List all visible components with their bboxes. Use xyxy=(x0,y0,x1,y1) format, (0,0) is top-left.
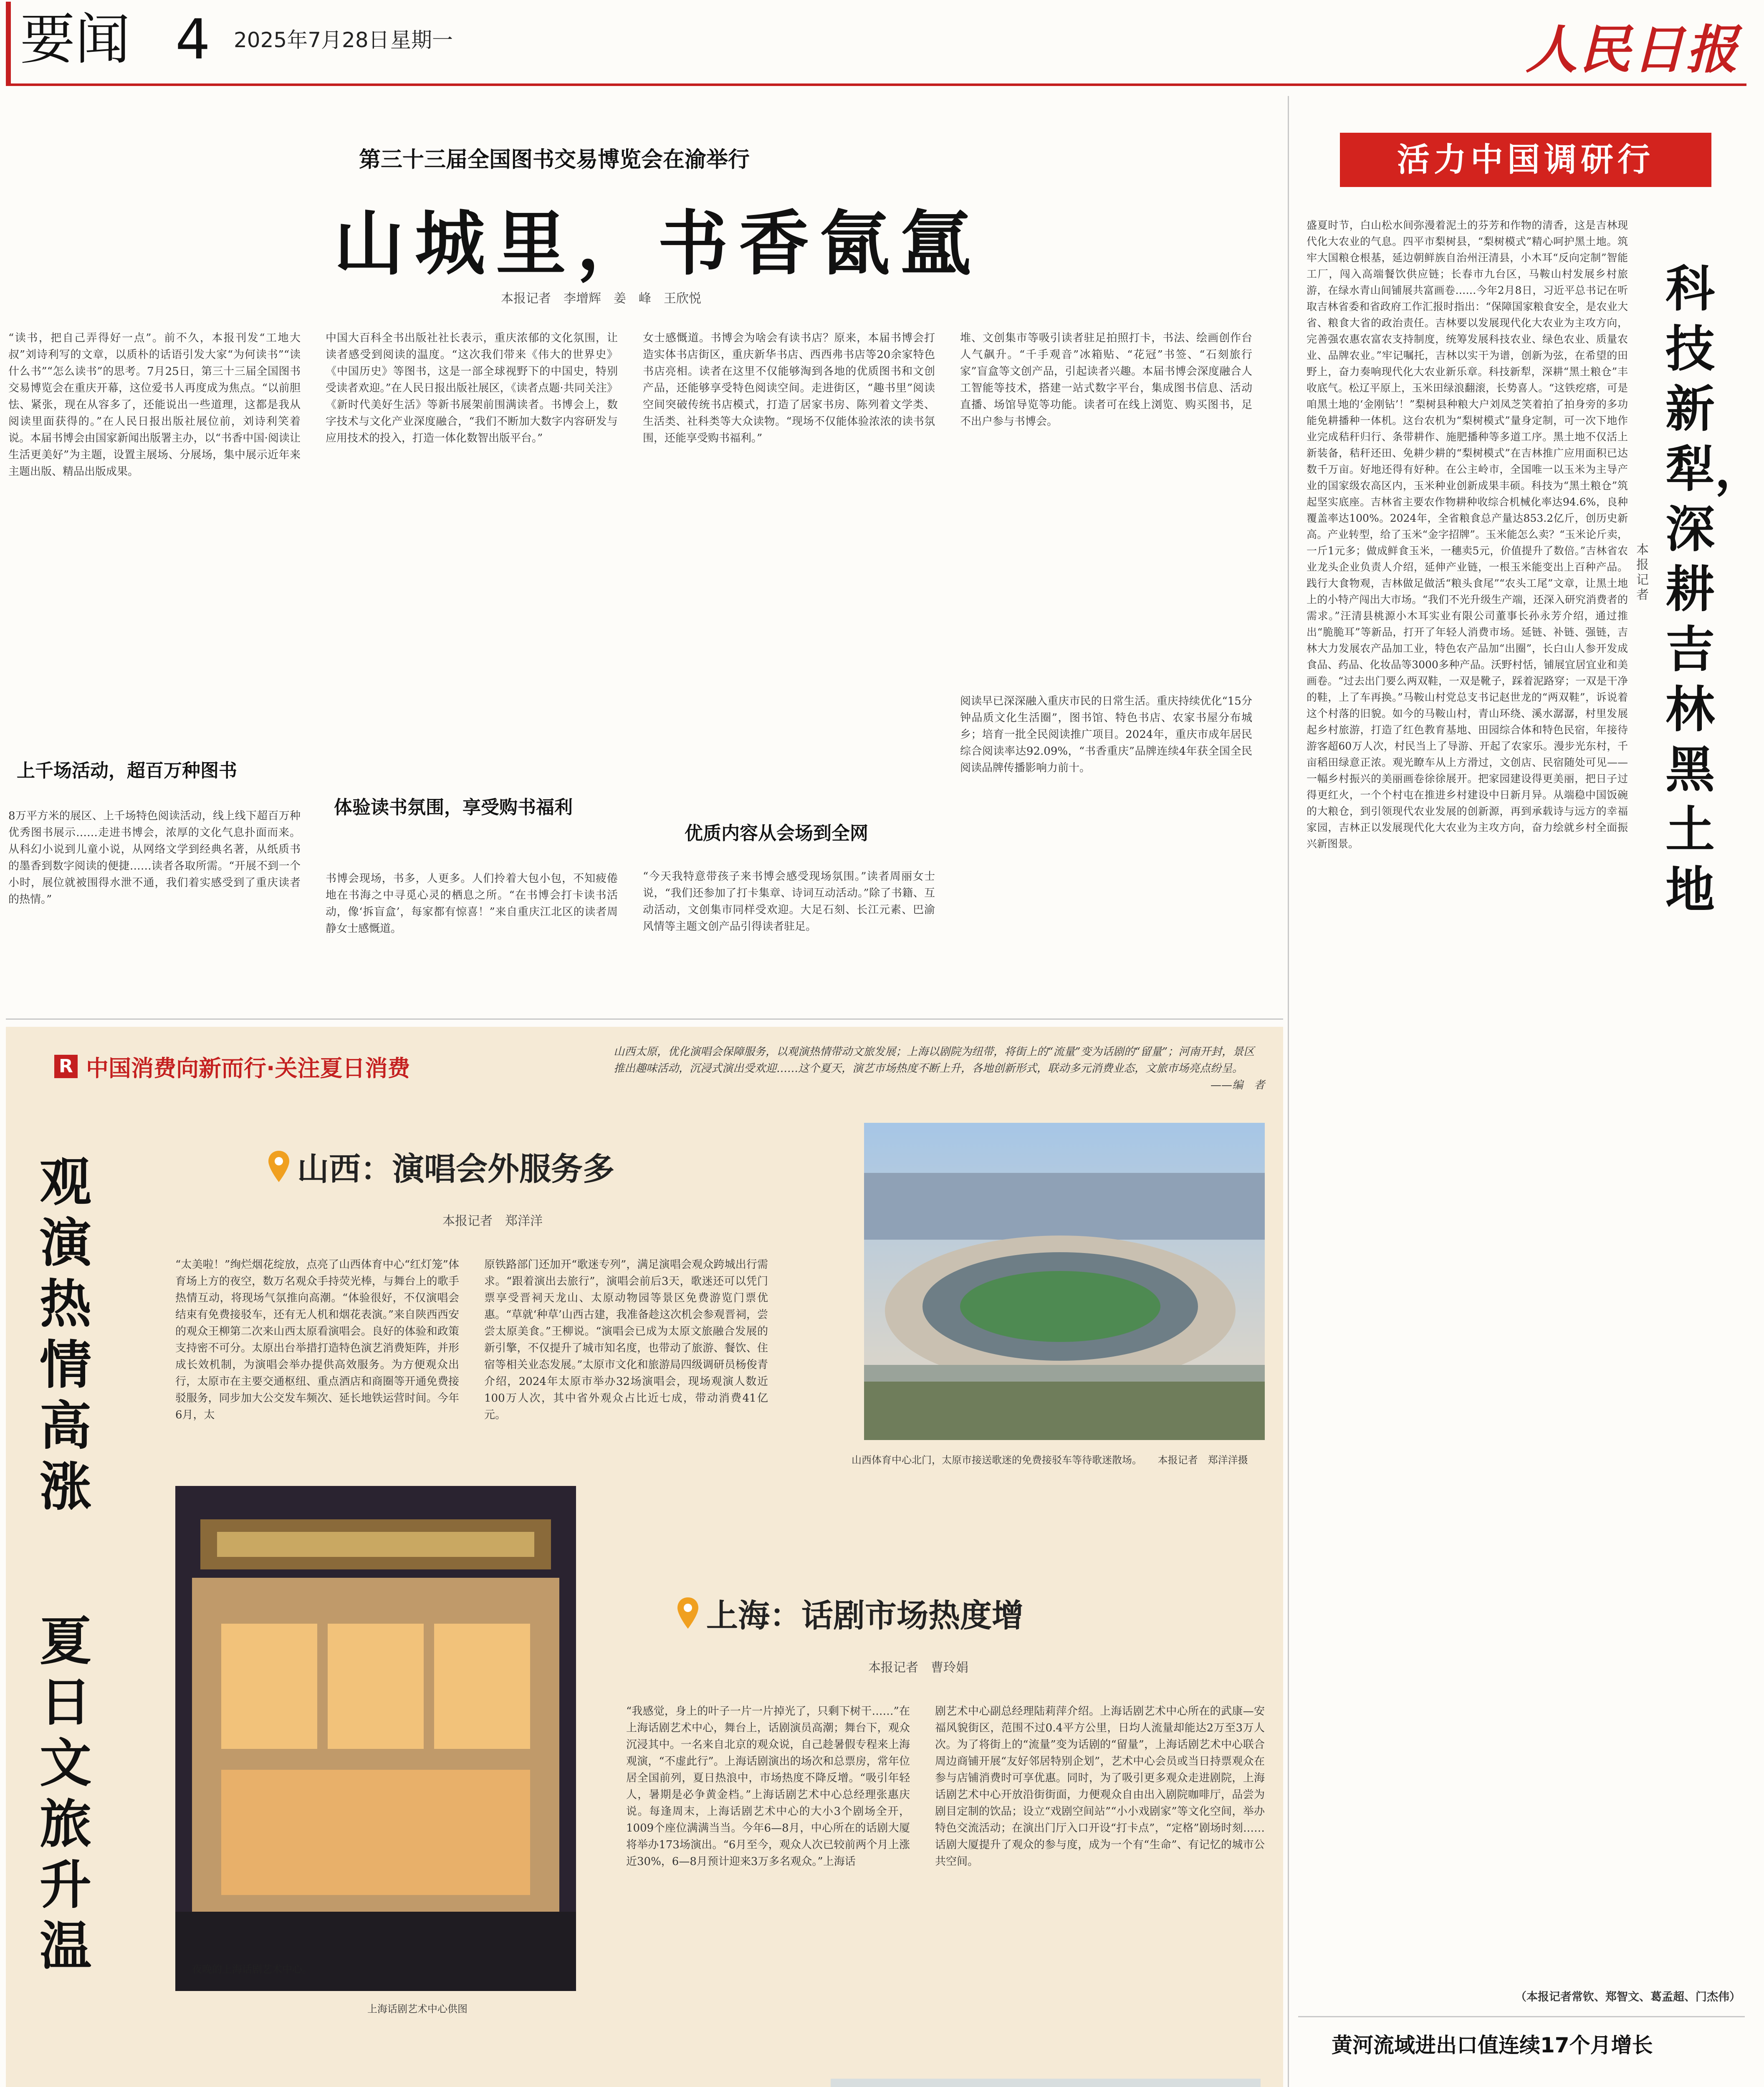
shanxi-byline: 本报记者 郑洋洋 xyxy=(442,1214,543,1228)
shanghai-headline xyxy=(676,1590,1024,1636)
shanxi-stadium-photo xyxy=(864,1123,1265,1440)
body-column: “今天我特意带孩子来书博会感受现场氛围。”读者周丽女士说，“我们还参加了打卡集章、诗词互动活动。”除了书籍、互动活动，文创集市同样受欢迎。大足石刻、长江元素、巴渝风情等主题文创产品引得读者驻足。 xyxy=(643,870,935,933)
section-subhead: 体验读书氛围，享受购书福利 xyxy=(334,797,573,818)
sidebar-headline: 科技新犁，深耕吉林黑土地 xyxy=(1665,260,1764,919)
shanxi-title: 山西：演唱会外服务多 xyxy=(297,1150,614,1188)
section-name: 要闻 xyxy=(20,8,130,72)
body-column: 8万平方米的展区、上千场特色阅读活动，线上线下超百万种优秀图书展示……走进书博会，浓厚的文化气息扑面而来。从科幻小说到儿童小说，从网络文学到经典名著，从纸质书的墨香到数字阅读的便捷……读者各取所需。“开展不到一个小时，展位就被围得水泄不通，我们着实感受到了重庆读者的热情。” xyxy=(8,810,301,906)
masthead-left-bar xyxy=(6,2,11,83)
shanghai-column: 剧艺术中心副总经理陆莉萍介绍。上海话剧艺术中心所在的武康—安福风貌街区，范围不过0.4平方公里，日均人流量却能达2万至3万人次。为了将街上的“流量”变为话剧的“留量”，上海话剧艺术中心联合周边商铺开展“友好邻居特别企划”，艺术中心会员或当日持票观众在参与店铺消费时可享优惠。同时，为了吸引更多观众走进剧院，上海话剧艺术中心开放沿街街面，力便观众自由出入剧院咖啡厅，品尝为剧目定制的饮品；设立“戏剧空间站”“小小戏剧家”等文化空间，举办特色交流活动；在演出门厅入口开设“打卡点”，“定格”剧场时刻……话剧大厦提升了观众的参与度，成为一个有“生命”、有记忆的城市公共空间。 xyxy=(935,1705,1265,1868)
shanxi-photo-caption xyxy=(852,1453,1265,1468)
section-subhead: 优质内容从会场到全网 xyxy=(685,823,868,844)
page-number: 4 xyxy=(175,8,210,72)
newspaper-logo: 人民日报 xyxy=(1525,20,1739,80)
body-column: 女士感慨道。书博会为啥会有读书店？原来，本届书博会打造实体书店街区，重庆新华书店、西西弗书店等20余家特色书店亮相。读者在这里不仅能够淘到各地的优质图书和文创产品，还能够享受特色阅读空间。走进街区，“趣书里”阅读空间突破传统书店模式，打造了居家书房、陈列着文学类、生活类、社科类等大众读物。“现场不仅能体验浓浓的读书氛围，还能享受购书福利。” xyxy=(643,332,935,445)
caption-text: 山西体育中心北门，太原市接送歌迷的免费接驳车等待歌迷散场。 xyxy=(852,1454,1142,1466)
banner-title: 中国消费向新而行·关注夏日消费 xyxy=(86,1055,410,1081)
shanghai-photo-credit: 上海话剧艺术中心供图 xyxy=(367,2003,468,2015)
henan-show-photo xyxy=(831,2079,1261,2087)
shanghai-title: 上海：话剧市场热度增 xyxy=(706,1597,1024,1634)
vertical-title-1: 观演热情高涨 xyxy=(40,1152,92,1517)
sidebar-body: 盛夏时节，白山松水间弥漫着泥土的芬芳和作物的清香，这是吉林现代化大农业的气息。四平市梨树县，“梨树模式”精心呵护黑土地。筑牢大国粮仓根基，延边朝鲜族自治州汪清县，小木耳“反向定制”智能工厂，闯入高端餐饮供应链；长春市九台区，马鞍山村发展乡村旅游，在绿水青山间铺展共富画卷……今年2月8日，习近平总书记在听取吉林省委和省政府工作汇报时指出：“保障国家粮食安全，是农业大省、粮食大省的政治责任。吉林要以发展现代化大农业为主攻方向，完善强农惠农富农支持制度，统筹发展科技农业、绿色农业、质量农业、品牌农业。”牢记嘱托，吉林以实干为谱，创新为弦，在希望的田野上，奋力奏响现代化大农业新乐章。科技新犁，深耕“黑土粮仓”丰收底气。松辽平原上，玉米田绿浪翻滚，长势喜人。“这铁疙瘩，可是咱黑土地的‘金刚钻’！”梨树县种粮大户刘凤芝笑着拍了拍身旁的多功能免耕播种一体机。这台农机为“梨树模式”量身定制，可一次下地作业完成秸秆归行、条带耕作、施肥播种等多道工序。黑土地不仅活上新装备，秸秆还田、免耕少耕的“梨树模式”在吉林推广应用面积已达数千万亩。好地还得有好种。在公主岭市，全国唯一以玉米为主导产业的国家级农高区内，玉米种业创新成果丰硕。科技为“黑土粮仓”筑起坚实底座。吉林省主要农作物耕种收综合机械化率达94.6%，良种覆盖率达100%。2024年，全省粮食总产量达853.2亿斤，创历史新高。产业转型，给了玉米“金字招牌”。玉米能怎么卖？“玉米论斤卖，一斤1元多；做成鲜食玉米，一穗卖5元，价值提升了数倍。”吉林省农业龙头企业负责人介绍，延伸产业链，一根玉米能变出上百种产品。践行大食物观，吉林做足做活“粮头食尾”“农头工尾”文章，让黑土地上的小特产闯出大市场。“我们不光升级生产端，还深入研究消费者的需求。”汪清县桃源小木耳实业有限公司董事长孙永芳介绍，通过推出“脆脆耳”等新品，打开了年轻人消费市场。延链、补链、强链，吉林大力发展农产品加工业，特色农产品加“出圈”，长白山人参开发成食品、药品、化妆品等3000多种产品。沃野村恬，铺展宜居宜业和美画卷。“过去出门要么两双鞋，一双是靴子，踩着泥路穿；一双是干净的鞋，上了车再换。”马鞍山村党总支书记赵世龙的“两双鞋”，诉说着这个村落的旧貌。如今的马鞍山村，青山环绕、溪水潺潺，村里发展起乡村旅游，打造了红色教育基地、田园综合体和特色民宿，年接待游客超60万人次，村民当上了导游、开起了农家乐。漫步光东村，千亩稻田绿意正浓。观光瞭车从上方滑过，文创店、民宿随处可见——一幅乡村振兴的美丽画卷徐徐展开。把家园建设得更美丽，把日子过得更红火，一个个村屯在推进乡村建设中日新月异。从端稳中国饭碗的大粮仓，到引领现代农业发展的创新源，再到承载诗与远方的幸福家园，吉林正以发展现代化大农业为主攻方向，奋力绘就乡村全面振兴新图景。 xyxy=(1307,219,1628,850)
body-column: 堆、文创集市等吸引读者驻足拍照打卡，书法、绘画创作台人气飙升。“千手观音”冰箱贴、“花冠”书签、“石刻旅行家”盲盒等文创产品，引起读者兴趣。本届书博会深度融合人工智能等技术，搭建一站式数字平台，集成图书信息、活动直播、场馆导览等功能。读者可在线上浏览、购买图书，足不出户参与书博会。 xyxy=(960,332,1252,428)
shanghai-photo-caption: 夜晚的上海话剧艺术中心。 xyxy=(192,1963,312,1975)
location-pin-icon xyxy=(267,1150,291,1183)
issue-weekday: 星期一 xyxy=(390,28,453,52)
article-headline: 山城里，书香氤氲 xyxy=(334,203,982,285)
shanxi-column: 原铁路部门还加开“歌迷专列”，满足演唱会观众跨城出行需求。“跟着演出去旅行”，演唱会前后3天，歌迷还可以凭门票享受晋祠天龙山、太原动物园等景区免费游览门票优惠。“草就‘种草’山西古建，我准备趁这次机会参观晋祠，尝尝太原美食。”王柳说。“演唱会已成为太原文旅融合发展的新引擎，不仅提升了城市知名度，也带动了旅游、餐饮、住宿等相关业态发展。”太原市文化和旅游局四级调研员杨俊青介绍，2024年太原市举办32场演唱会，现场观演人数近100万人次，其中省外观众占比近七成，带动消费41亿元。 xyxy=(484,1258,768,1421)
brief-headline: 黄河流域进出口值连续17个月增长 xyxy=(1332,2033,1653,2057)
shanghai-byline: 本报记者 曹玲娟 xyxy=(868,1660,968,1675)
shanghai-column: “我感觉，身上的叶子一片一片掉光了，只剩下树干……”在上海话剧艺术中心，舞台上，话剧演员高潮；舞台下，观众沉浸其中。一名来自北京的观众说，自己趁暑假专程来上海观演，“不虚此行”。上海话剧演出的场次和总票房，常年位居全国前列，夏日热浪中，市场热度不降反增。“吸引年轻人，暑期是必争黄金档。”上海话剧艺术中心总经理张惠庆说。每逢周末，上海话剧艺术中心的大小3个剧场全开，1009个座位满满当当。今年6—8月，中心所在的话剧大厦将举办173场演出。“6月至今，观众人次已较前两个月上涨近30%，6—8月预计迎来3万多名观众。”上海话 xyxy=(626,1705,910,1868)
body-column: 阅读早已深深融入重庆市民的日常生活。重庆持续优化“15分钟品质文化生活圈”，图书馆、特色书店、农家书屋分布城乡；培育一批全民阅读推广项目。2024年，重庆市成年居民综合阅读率达92.09%，“书香重庆”品牌连续4年获全国全民阅读品牌传播影响力前十。 xyxy=(960,695,1252,774)
body-column: 书博会现场，书多，人更多。人们拎着大包小包，不知疲倦地在书海之中寻觅心灵的栖息之所。“在书博会打卡读书活动，像‘拆盲盒’，每家都有惊喜！”来自重庆江北区的读者周静女士感慨道。 xyxy=(326,872,618,935)
article-kicker: 第三十三届全国图书交易博览会在渝举行 xyxy=(359,147,750,172)
body-column: “读书，把自己弄得好一点”。前不久，本报刊发“工地大叔”刘诗利写的文章，以质朴的话语引发大家“为何读书”“读什么书”“怎么读书”的思考。7月25日，第三十三届全国图书交易博览会在重庆开幕，这位爱书人再度成为焦点。“以前胆怯、紧张，现在从容多了，还能说出一些道理，这都是我从阅读里面获得的。”在人民日报出版社展位前，刘诗利笑着说。本届书博会由国家新闻出版署主办，以“书香中国·阅读让生活更美好”为主题，设置主展场、分展场，集中展示近年来主题出版、精品出版成果。 xyxy=(8,332,301,478)
sidebar-credits: （本报记者常钦、郑智文、葛孟超、门杰伟） xyxy=(1515,1991,1741,2004)
editor-note-text: 山西太原，优化演唱会保障服务，以观演热情带动文旅发展；上海以剧院为纽带，将街上的“流量”变为话剧的“留量”；河南开封，景区推出趣味活动，沉浸式演出受欢迎……这个夏天，演艺市场热度不断上升，各地创新形式，联动多元消费业态，文旅市场亮点纷呈。 xyxy=(614,1046,1255,1075)
shanxi-column: “太美啦！”绚烂烟花绽放，点亮了山西体育中心“红灯笼”体育场上方的夜空，数万名观众手持荧光棒，与舞台上的歌手热情互动，将现场气氛推向高潮。“体验很好，不仅演唱会结束有免费接驳车，还有无人机和烟花表演。”来自陕西西安的观众王柳第二次来山西太原看演唱会。良好的体验和政策支持密不可分。太原出台举措打造特色演艺消费矩阵，并形成长效机制，为演唱会举办提供高效服务。为方便观众出行，太原市在主要交通枢纽、重点酒店和商圈等开通免费接驳服务，同步加大公交发车频次、延长地铁运营时间。今年6月，太 xyxy=(175,1258,459,1421)
sidebar-byline: 本报记者 xyxy=(1636,543,1649,602)
article-byline: 本报记者 李增辉 姜 峰 王欣悦 xyxy=(501,291,701,306)
body-column: 中国大百科全书出版社社长表示，重庆浓郁的文化氛围，让读者感受到阅读的温度。“这次我们带来《伟大的世界史》《中国历史》等图书，这是一部全球视野下的中国史，特别受读者欢迎。”在人民日报出版社展区，《读者点题·共同关注》《新时代美好生活》等新书展架前围满读者。书博会上，数字技术与文化产业深度融合，“我们不断加大数字内容研发与应用技术的投入，打造一体化数智出版平台。” xyxy=(326,332,618,445)
sidebar-banner: 活力中国调研行 xyxy=(1340,133,1711,187)
section-divider xyxy=(6,1018,1283,1020)
photo-credit: 本报记者 郑洋洋摄 xyxy=(1157,1454,1248,1466)
sidebar-divider xyxy=(1298,2016,1745,2017)
editor-note-sign: ——编 者 xyxy=(1210,1079,1265,1092)
vertical-title-2: 夏日文旅升温 xyxy=(40,1612,92,1976)
column-divider xyxy=(1288,96,1289,2087)
consumption-banner xyxy=(54,1048,410,1085)
shanghai-theatre-photo xyxy=(175,1486,576,1991)
issue-date: 2025年7月28日 xyxy=(234,28,389,52)
shanxi-headline xyxy=(267,1144,614,1189)
masthead-rule xyxy=(6,83,1746,86)
editor-note xyxy=(614,1044,1265,1094)
section-subhead: 上千场活动，超百万种图书 xyxy=(17,760,237,781)
banner-logo-icon: R xyxy=(54,1055,78,1078)
location-pin-icon xyxy=(676,1597,700,1630)
